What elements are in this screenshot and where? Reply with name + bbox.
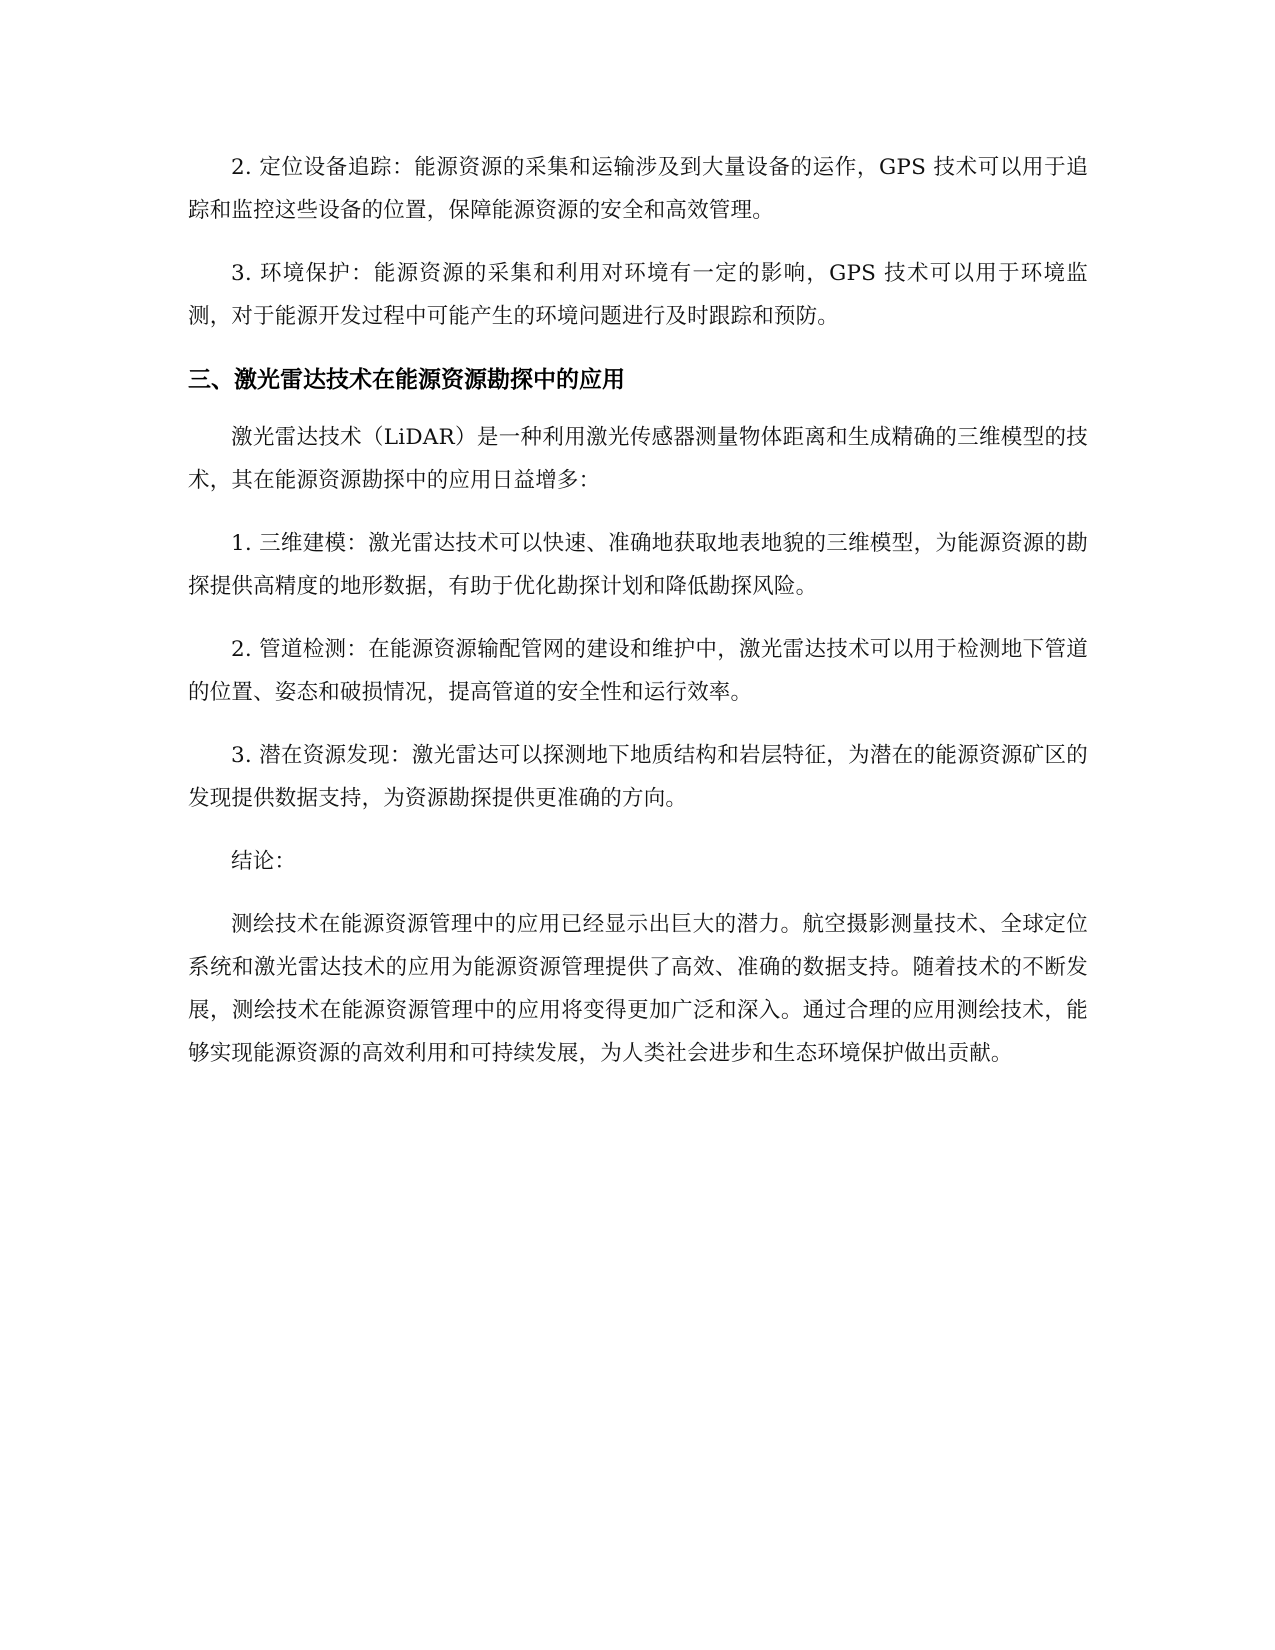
paragraph-lidar-pipeline: 2. 管道检测：在能源资源输配管网的建设和维护中，激光雷达技术可以用于检测地下管道的位置、姿态和破损情况，提高管道的安全性和运行效率。 <box>188 637 1088 705</box>
document-body <box>188 146 1088 1095</box>
paragraph-lidar-resource-discovery: 3. 潜在资源发现：激光雷达可以探测地下地质结构和岩层特征，为潜在的能源资源矿区的发现提供数据支持，为资源勘探提供更准确的方向。 <box>188 743 1088 811</box>
paragraph-gps-environment: 3. 环境保护：能源资源的采集和利用对环境有一定的影响，GPS 技术可以用于环境监测，对于能源开发过程中可能产生的环境问题进行及时跟踪和预防。 <box>188 261 1088 329</box>
paragraph-lidar-intro: 激光雷达技术（LiDAR）是一种利用激光传感器测量物体距离和生成精确的三维模型的技术，其在能源资源勘探中的应用日益增多： <box>188 425 1088 493</box>
paragraph-conclusion-label: 结论： <box>231 849 297 874</box>
paragraph-conclusion: 测绘技术在能源资源管理中的应用已经显示出巨大的潜力。航空摄影测量技术、全球定位系统和激光雷达技术的应用为能源资源管理提供了高效、准确的数据支持。随着技术的不断发展，测绘技术在能源资源管理中的应用将变得更加广泛和深入。通过合理的应用测绘技术，能够实现能源资源的高效利用和可持续发展，为人类社会进步和生态环境保护做出贡献。 <box>188 912 1088 1066</box>
section-heading-lidar: 三、激光雷达技术在能源资源勘探中的应用 <box>188 367 625 393</box>
paragraph-lidar-3d-modeling: 1. 三维建模：激光雷达技术可以快速、准确地获取地表地貌的三维模型，为能源资源的勘探提供高精度的地形数据，有助于优化勘探计划和降低勘探风险。 <box>188 531 1088 599</box>
paragraph-gps-device-tracking: 2. 定位设备追踪：能源资源的采集和运输涉及到大量设备的运作，GPS 技术可以用于追踪和监控这些设备的位置，保障能源资源的安全和高效管理。 <box>188 155 1088 223</box>
